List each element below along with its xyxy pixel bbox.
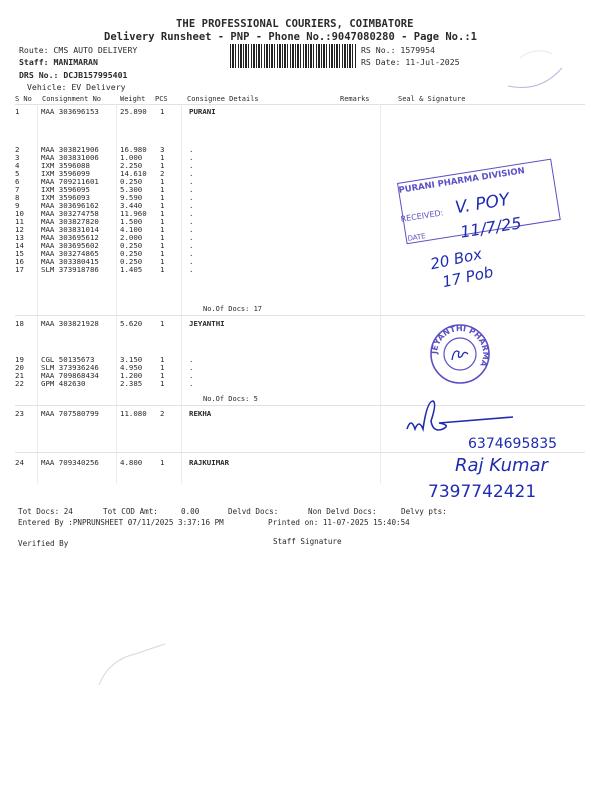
cell-consignee: . xyxy=(189,217,194,226)
entered-by: Entered By :PNPRUNSHEET 07/11/2025 3:37:16 PM xyxy=(18,518,224,527)
cell-consignee: . xyxy=(189,177,194,186)
jeyanthi-round-stamp xyxy=(428,322,492,386)
cell-consignee: . xyxy=(189,241,194,250)
cell-sno: 4 xyxy=(15,161,20,170)
cell-consignment-no: MAA 303831014 xyxy=(41,225,99,234)
cell-consignment-no: MAA 303821928 xyxy=(41,319,99,328)
cell-pcs: 1 xyxy=(160,217,165,226)
rs-number: RS No.: 1579954 xyxy=(361,45,435,55)
rekha-phone-handwritten: 6374695835 xyxy=(468,436,558,452)
cell-sno: 2 xyxy=(15,145,20,154)
cell-consignee: . xyxy=(189,153,194,162)
cell-sno: 22 xyxy=(15,379,24,388)
purani-received-label: RECEIVED: xyxy=(400,208,444,224)
cell-weight: 4.800 xyxy=(120,458,143,467)
cell-weight: 0.250 xyxy=(120,257,143,266)
cell-consignee: . xyxy=(189,363,194,372)
cell-pcs: 1 xyxy=(160,257,165,266)
cell-consignee: REKHA xyxy=(189,409,212,418)
cell-pcs: 1 xyxy=(160,363,165,372)
col-sno: S No xyxy=(15,95,32,103)
cell-sno: 12 xyxy=(15,225,24,234)
delivery-points: Delvy pts: xyxy=(401,507,447,516)
cell-pcs: 1 xyxy=(160,153,165,162)
cell-consignee: . xyxy=(189,185,194,194)
cell-sno: 16 xyxy=(15,257,24,266)
purani-note-1: 20 Box xyxy=(428,244,484,274)
cell-sno: 19 xyxy=(15,355,24,364)
cell-weight: 4.950 xyxy=(120,363,143,372)
printed-on: Printed on: 11-07-2025 15:40:54 xyxy=(268,518,410,527)
grid-line xyxy=(116,104,117,484)
cell-sno: 11 xyxy=(15,217,24,226)
cell-consignee: . xyxy=(189,169,194,178)
jeyanthi-stamp-text: JEYANTHI PHARMA xyxy=(429,323,491,368)
cell-sno: 20 xyxy=(15,363,24,372)
cell-consignment-no: IXM 3596095 xyxy=(41,185,90,194)
faint-stamp-icon xyxy=(500,38,570,90)
purani-received-signature: V. POY xyxy=(453,189,511,219)
purani-date-label: DATE xyxy=(407,232,427,243)
cell-sno: 7 xyxy=(15,185,20,194)
cell-sno: 24 xyxy=(15,458,24,467)
cell-pcs: 1 xyxy=(160,161,165,170)
cell-weight: 9.590 xyxy=(120,193,143,202)
cell-pcs: 1 xyxy=(160,355,165,364)
cell-pcs: 1 xyxy=(160,458,165,467)
cell-sno: 6 xyxy=(15,177,20,186)
cell-consignment-no: MAA 303696153 xyxy=(41,107,99,116)
cell-pcs: 1 xyxy=(160,249,165,258)
cell-consignment-no: MAA 303821906 xyxy=(41,145,99,154)
cell-consignment-no: IXM 3596099 xyxy=(41,169,90,178)
cell-consignee: . xyxy=(189,145,194,154)
cell-consignee: . xyxy=(189,201,194,210)
cell-sno: 15 xyxy=(15,249,24,258)
cell-consignment-no: IXM 3596093 xyxy=(41,193,90,202)
cell-sno: 5 xyxy=(15,169,20,178)
cell-consignment-no: MAA 709340256 xyxy=(41,458,99,467)
cell-consignment-no: MAA 303695612 xyxy=(41,233,99,242)
cell-sno: 3 xyxy=(15,153,20,162)
cell-weight: 11.960 xyxy=(120,209,147,218)
verified-by: Verified By xyxy=(18,539,69,548)
staff-signature: Staff Signature xyxy=(273,537,342,546)
cell-pcs: 1 xyxy=(160,185,165,194)
cell-consignee: . xyxy=(189,193,194,202)
cell-pcs: 1 xyxy=(160,371,165,380)
cell-pcs: 2 xyxy=(160,409,165,418)
cell-weight: 11.080 xyxy=(120,409,147,418)
cell-sno: 13 xyxy=(15,233,24,242)
cell-consignment-no: MAA 707580799 xyxy=(41,409,99,418)
cell-weight: 4.100 xyxy=(120,225,143,234)
total-docs: Tot Docs: 24 xyxy=(18,507,73,516)
cell-pcs: 1 xyxy=(160,201,165,210)
cell-weight: 14.610 xyxy=(120,169,147,178)
cell-sno: 14 xyxy=(15,241,24,250)
cell-consignment-no: SLM 373918786 xyxy=(41,265,99,274)
cell-consignee: . xyxy=(189,265,194,274)
cell-consignee: . xyxy=(189,233,194,242)
cell-consignee: . xyxy=(189,371,194,380)
cell-consignee: RAJKUIMAR xyxy=(189,458,230,467)
page-subtitle: Delivery Runsheet - PNP - Phone No.:9047080280 - Page No.:1 xyxy=(104,31,477,43)
cell-pcs: 1 xyxy=(160,319,165,328)
grid-line xyxy=(37,104,38,484)
cell-weight: 2.385 xyxy=(120,379,143,388)
cell-consignment-no: MAA 709868434 xyxy=(41,371,99,380)
cell-consignee: . xyxy=(189,355,194,364)
cell-weight: 5.300 xyxy=(120,185,143,194)
header-divider xyxy=(15,104,585,105)
group-divider xyxy=(15,452,585,453)
cell-weight: 0.250 xyxy=(120,241,143,250)
cell-sno: 23 xyxy=(15,409,24,418)
col-weight: Weight xyxy=(120,95,146,103)
drs-number: DRS No.: DCJB157995401 xyxy=(19,70,128,80)
cell-weight: 1.500 xyxy=(120,217,143,226)
total-cod-label: Tot COD Amt: xyxy=(103,507,158,516)
cell-consignment-no: MAA 709211601 xyxy=(41,177,99,186)
svg-text:JEYANTHI PHARMA xyxy=(430,324,490,369)
page-title: THE PROFESSIONAL COURIERS, COIMBATORE xyxy=(176,18,414,30)
cell-sno: 18 xyxy=(15,319,24,328)
scan-mark xyxy=(95,640,175,690)
cell-pcs: 1 xyxy=(160,379,165,388)
cell-consignment-no: MAA 303695602 xyxy=(41,241,99,250)
purani-stamp-title: PURANI PHARMA DIVISION xyxy=(398,166,526,196)
purani-date-handwritten: 11/7/25 xyxy=(458,213,523,242)
cell-pcs: 1 xyxy=(160,265,165,274)
cell-consignee: JEYANTHI xyxy=(189,319,225,328)
cell-consignment-no: GPM 482630 xyxy=(41,379,86,388)
cell-weight: 1.200 xyxy=(120,371,143,380)
cell-weight: 2.000 xyxy=(120,233,143,242)
staff-label: Staff: MANIMARAN xyxy=(19,57,98,67)
grid-line xyxy=(380,104,381,484)
cell-sno: 10 xyxy=(15,209,24,218)
cell-pcs: 1 xyxy=(160,209,165,218)
rs-date: RS Date: 11-Jul-2025 xyxy=(361,57,460,67)
barcode xyxy=(230,44,357,68)
cell-consignee: . xyxy=(189,161,194,170)
cell-sno: 8 xyxy=(15,193,20,202)
purani-note-2: 17 Pob xyxy=(440,262,495,292)
cell-consignment-no: SLM 373936246 xyxy=(41,363,99,372)
grid-line xyxy=(181,104,182,484)
cell-weight: 16.980 xyxy=(120,145,147,154)
cell-consignment-no: MAA 303380415 xyxy=(41,257,99,266)
group-total: No.Of Docs: 5 xyxy=(203,395,258,403)
cell-consignee: . xyxy=(189,209,194,218)
total-cod-value: 0.00 xyxy=(181,507,200,516)
cell-pcs: 1 xyxy=(160,177,165,186)
cell-weight: 3.150 xyxy=(120,355,143,364)
cell-consignment-no: MAA 303274758 xyxy=(41,209,99,218)
cell-sno: 1 xyxy=(15,107,20,116)
cell-consignee: . xyxy=(189,379,194,388)
cell-weight: 25.890 xyxy=(120,107,147,116)
cell-sno: 17 xyxy=(15,265,24,274)
rajkumar-name-handwritten: Raj Kumar xyxy=(455,455,548,476)
delivered-docs: Delvd Docs: xyxy=(228,507,279,516)
cell-weight: 3.440 xyxy=(120,201,143,210)
cell-consignment-no: MAA 303827820 xyxy=(41,217,99,226)
cell-consignment-no: MAA 303831006 xyxy=(41,153,99,162)
cell-pcs: 1 xyxy=(160,241,165,250)
cell-weight: 2.250 xyxy=(120,161,143,170)
col-pcs: PCS xyxy=(155,95,168,103)
cell-consignee: . xyxy=(189,257,194,266)
cell-weight: 0.250 xyxy=(120,249,143,258)
col-consignment: Consignment No xyxy=(42,95,102,103)
route-label: Route: CMS AUTO DELIVERY xyxy=(19,45,138,55)
cell-pcs: 2 xyxy=(160,169,165,178)
rajkumar-phone-handwritten: 7397742421 xyxy=(428,482,537,502)
group-divider xyxy=(15,315,585,316)
cell-consignee: . xyxy=(189,249,194,258)
cell-pcs: 1 xyxy=(160,193,165,202)
cell-consignee: PURANI xyxy=(189,107,216,116)
cell-pcs: 1 xyxy=(160,107,165,116)
cell-weight: 0.250 xyxy=(120,177,143,186)
cell-pcs: 1 xyxy=(160,225,165,234)
cell-weight: 1.000 xyxy=(120,153,143,162)
col-seal: Seal & Signature xyxy=(398,95,466,103)
cell-consignment-no: MAA 303274865 xyxy=(41,249,99,258)
rekha-signature xyxy=(403,395,523,440)
cell-consignee: . xyxy=(189,225,194,234)
cell-consignment-no: CGL 50135673 xyxy=(41,355,95,364)
cell-consignment-no: IXM 3596088 xyxy=(41,161,90,170)
col-consignee: Consignee Details xyxy=(187,95,259,103)
cell-consignment-no: MAA 303696162 xyxy=(41,201,99,210)
group-total: No.Of Docs: 17 xyxy=(203,305,263,313)
vehicle-label: Vehicle: EV Delivery xyxy=(27,82,126,92)
cell-pcs: 1 xyxy=(160,233,165,242)
cell-sno: 21 xyxy=(15,371,24,380)
cell-sno: 9 xyxy=(15,201,20,210)
cell-weight: 1.405 xyxy=(120,265,143,274)
col-remarks: Remarks xyxy=(340,95,370,103)
non-delivered-docs: Non Delvd Docs: xyxy=(308,507,377,516)
cell-pcs: 3 xyxy=(160,145,165,154)
cell-weight: 5.620 xyxy=(120,319,143,328)
